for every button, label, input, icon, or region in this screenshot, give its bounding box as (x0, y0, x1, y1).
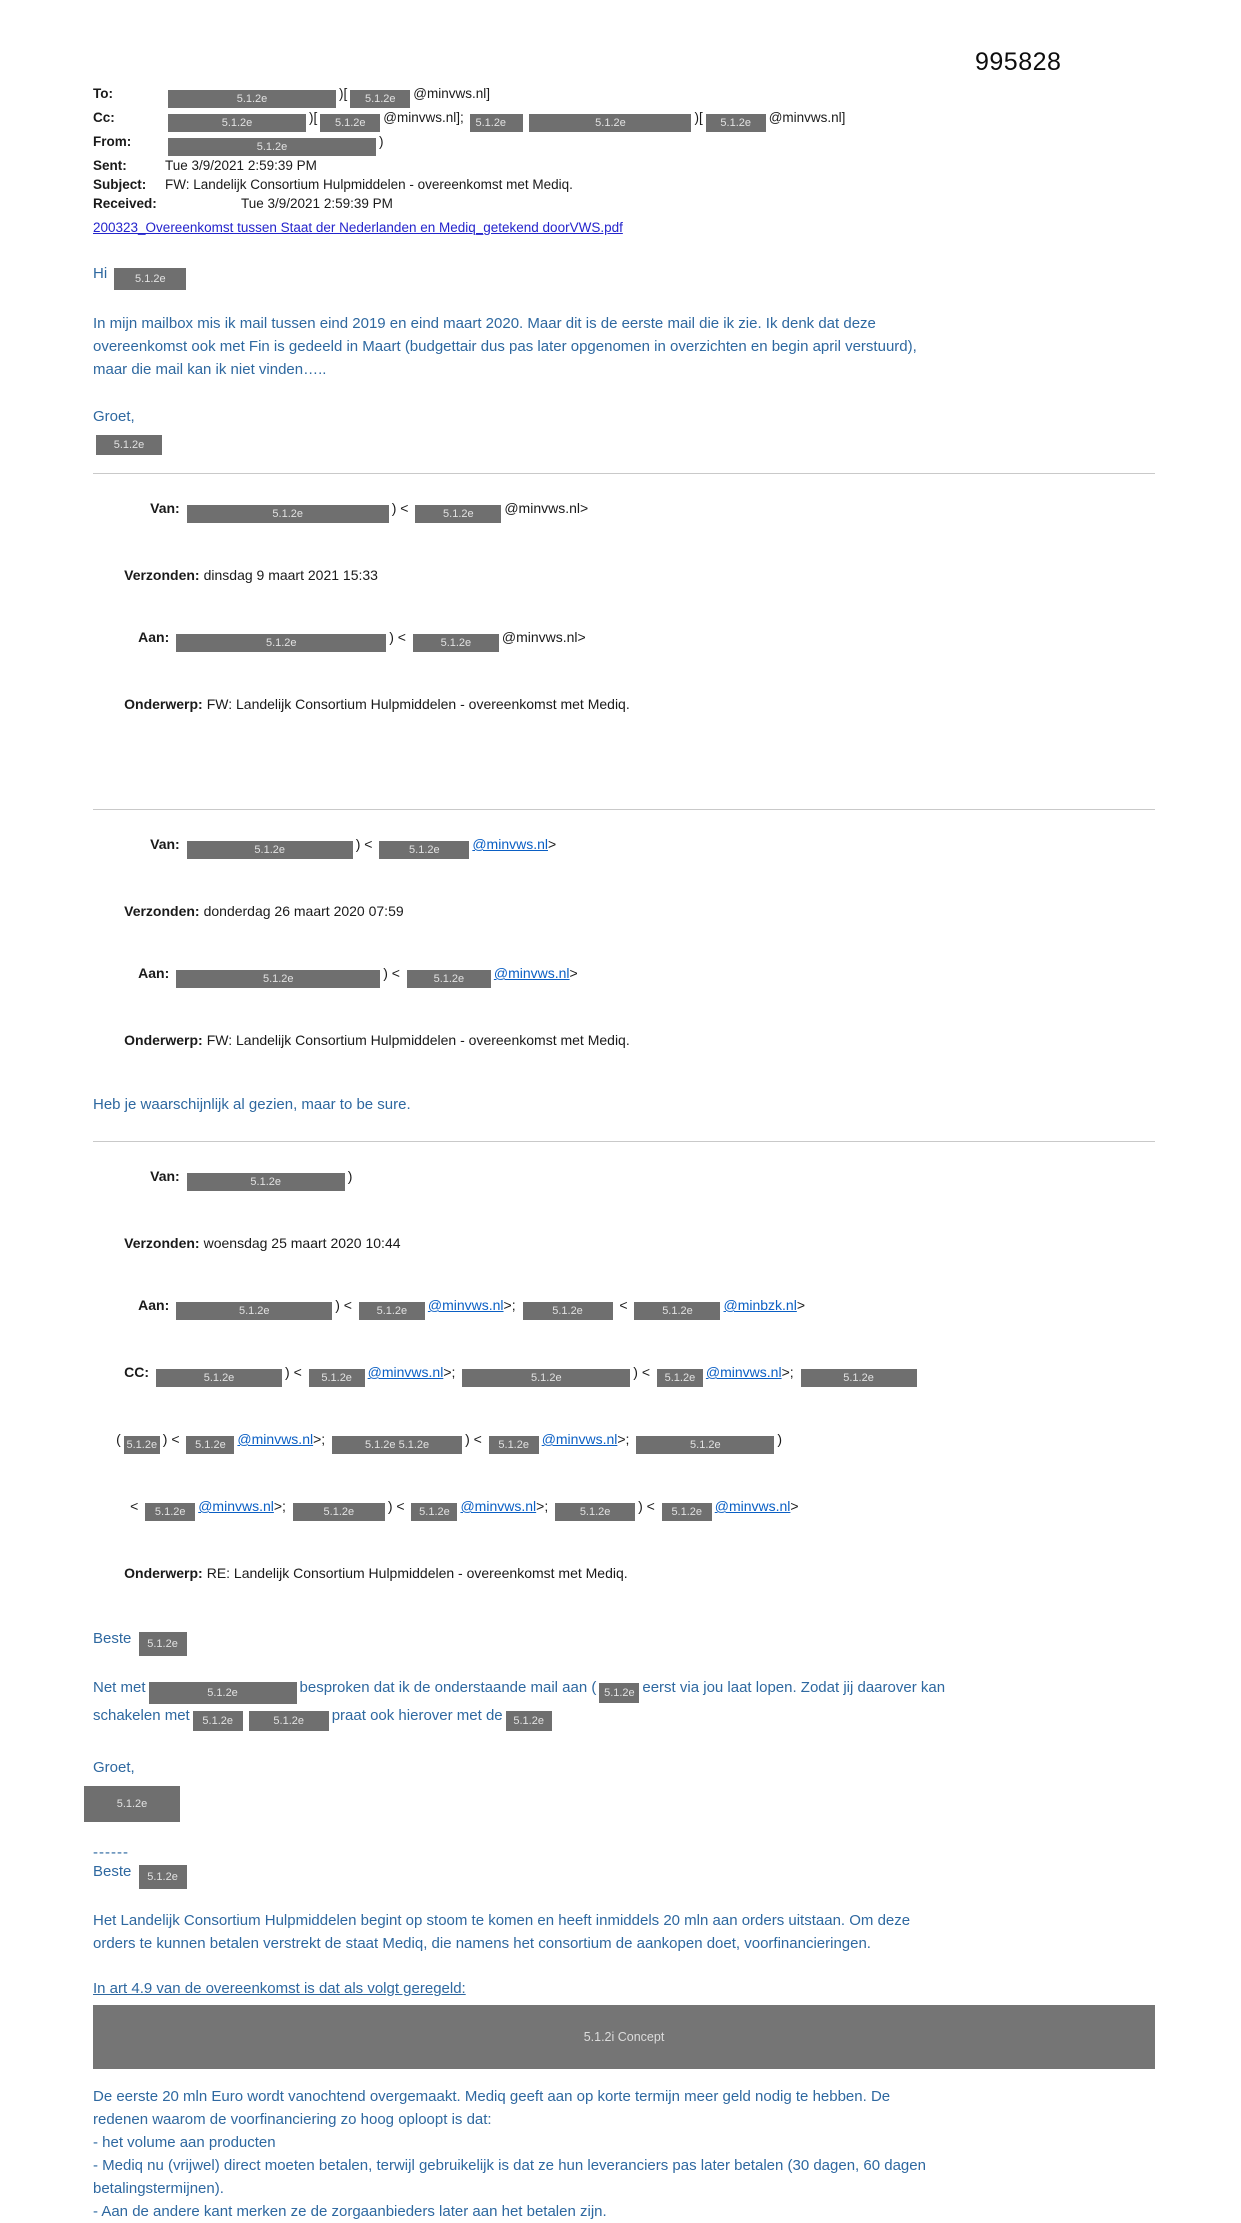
email-link[interactable]: @minvws.nl (198, 1498, 274, 1514)
text-segment: > (790, 1498, 799, 1514)
text-segment: > (796, 1297, 806, 1313)
onderwerp-label: Onderwerp: (124, 1032, 203, 1048)
body-paragraph (93, 1909, 1155, 1955)
redaction-box: 5.1.2e (124, 1436, 160, 1454)
header-row-sent (93, 156, 1155, 175)
text-segment: ) (347, 1168, 353, 1184)
redaction-box: 5.1.2e (489, 1436, 539, 1454)
redaction-box: 5.1.2e (801, 1369, 917, 1387)
redaction-box: 5.1.2e (84, 1786, 180, 1822)
quoted1-onderwerp-row (93, 676, 1155, 733)
redaction-box: 5.1.2e (634, 1302, 720, 1320)
verzonden-label: Verzonden: (124, 567, 200, 583)
received-label: Received: (93, 196, 157, 211)
verzonden-label: Verzonden: (124, 1235, 200, 1251)
text-line: - Mediq nu (vrijwel) direct moeten betalen, terwijl gebruikelijk is dat ze hun leveranciers pas later betalen (30 dagen, 60 dagen (93, 2157, 926, 2174)
text-segment: FW: Landelijk Consortium Hulpmiddelen - overeenkomst met Mediq. (165, 177, 573, 192)
redaction-box: 5.1.2e (662, 1503, 712, 1521)
text-line: - het volume aan producten (93, 2134, 276, 2151)
quoted2-onderwerp-row (93, 1012, 1155, 1069)
text-segment: ) (379, 134, 384, 149)
van-value (184, 1168, 353, 1188)
redaction-box: 5.1.2e (462, 1369, 630, 1387)
redaction-box: 5.1.2e (407, 970, 491, 988)
redaction-box: 5.1.2e (168, 90, 336, 108)
signature-redaction (81, 1786, 1155, 1822)
text-segment: >; (443, 1364, 460, 1380)
text-segment: Beste (93, 1630, 136, 1647)
redaction-block-label: 5.1.2i Concept (583, 2030, 665, 2044)
text-segment: >; (273, 1498, 290, 1514)
onderwerp-value (207, 696, 630, 712)
text-segment: FW: Landelijk Consortium Hulpmiddelen - overeenkomst met Mediq. (206, 696, 630, 712)
note-line: Heb je waarschijnlijk al gezien, maar to be sure. (93, 1096, 411, 1113)
redaction-box: 5.1.2e (96, 435, 162, 455)
to-label: To: (93, 86, 113, 101)
redaction-box: 5.1.2e (309, 1369, 365, 1387)
redaction-box: 5.1.2e (379, 841, 469, 859)
redaction-box: 5.1.2e (411, 1503, 457, 1521)
text-segment: ) < (391, 500, 413, 516)
redaction-box: 5.1.2e (657, 1369, 703, 1387)
cc-value-continued (130, 1498, 799, 1518)
text-line: orders te kunnen betalen verstrekt de staat Mediq, die namens het consortium de aankopen doet, voorfinancieringen. (93, 1935, 871, 1952)
redaction-box: 5.1.2e (636, 1436, 774, 1454)
text-segment: eerst via jou laat lopen. Zodat jij daarover kan (642, 1679, 946, 1696)
redaction-box: 5.1.2e (176, 970, 380, 988)
redaction-box: 5.1.2e (320, 114, 380, 132)
intro-paragraph (93, 312, 1155, 381)
quoted-header-3 (93, 1148, 1155, 1602)
email-link[interactable]: @minvws.nl (460, 1498, 537, 1514)
text-segment: ) < (355, 836, 377, 852)
text-line: maar die mail kan ik niet vinden….. (93, 361, 327, 378)
text-segment: Tue 3/9/2021 2:59:39 PM (241, 196, 393, 211)
aan-value (173, 965, 578, 985)
text-segment: ) < (638, 1498, 659, 1514)
large-redaction-block (93, 2005, 1155, 2069)
van-label: Van: (150, 836, 180, 852)
sent-label: Sent: (93, 158, 127, 173)
van-value (184, 836, 557, 856)
text-segment: ) < (465, 1431, 486, 1447)
text-segment: FW: Landelijk Consortium Hulpmiddelen - overeenkomst met Mediq. (206, 1032, 630, 1048)
subject-label: Subject: (93, 177, 147, 192)
attachment-link[interactable]: 200323_Overeenkomst tussen Staat der Nederlanden en Mediq_getekend doorVWS.pdf (93, 220, 623, 235)
vertical-gap (93, 733, 1155, 791)
text-segment: > (569, 965, 578, 981)
redaction-box: 5.1.2e (706, 114, 766, 132)
text-line: redenen waarom de voorfinanciering zo hoog oploopt is dat: (93, 2111, 492, 2128)
text-segment: ) < (162, 1431, 184, 1447)
greeting-line (93, 265, 1155, 290)
greeting-line (93, 1630, 1155, 1656)
text-segment: schakelen met (93, 1707, 190, 1724)
email-link[interactable]: @minvws.nl (237, 1431, 314, 1447)
divider-rule (93, 473, 1155, 474)
header-row-subject (93, 175, 1155, 194)
email-link[interactable]: @minvws.nl (367, 1364, 444, 1380)
quoted1-van-row (93, 480, 1155, 542)
text-segment: Hi (93, 265, 112, 282)
text-segment: ) < (387, 1498, 409, 1514)
divider-rule (93, 809, 1155, 810)
email-link[interactable]: @minvws.nl (427, 1297, 504, 1313)
redaction-box: 5.1.2e (523, 1302, 613, 1320)
email-link[interactable]: @minbzk.nl (723, 1297, 797, 1313)
redaction-box: 5.1.2e (359, 1302, 425, 1320)
body-paragraph (93, 1676, 1155, 1731)
redaction-box: 5.1.2e (168, 114, 306, 132)
van-label: Van: (150, 1168, 180, 1184)
redaction-box: 5.1.2e (293, 1503, 385, 1521)
quoted3-cc-row-3 (99, 1478, 1155, 1540)
cc-value-continued (116, 1431, 782, 1451)
text-segment: RE: Landelijk Consortium Hulpmiddelen - overeenkomst met Mediq. (206, 1565, 628, 1581)
email-link[interactable]: @minvws.nl (472, 836, 548, 852)
text-segment: @minvws.nl] (768, 110, 846, 125)
aan-label: Aan: (138, 965, 170, 981)
quoted1-verzonden-row (93, 547, 1155, 604)
document-number: 995828 (975, 48, 1062, 76)
text-segment: )[ (309, 110, 318, 125)
redaction-box: 5.1.2e (506, 1711, 552, 1731)
to-value (165, 84, 490, 108)
quoted-header-1 (93, 480, 1155, 733)
email-link[interactable]: @minvws.nl (714, 1498, 791, 1514)
redaction-box: 5.1.2e (168, 138, 376, 156)
text-segment: )[ (339, 86, 348, 101)
verzonden-value (204, 567, 378, 583)
body-paragraph (93, 2085, 1155, 2223)
redaction-box: 5.1.2e (176, 634, 386, 652)
redaction-box: 5.1.2e (145, 1503, 195, 1521)
quoted1-aan-row (93, 609, 1155, 671)
separator-dashes: ------ (93, 1844, 129, 1861)
text-segment: >; (781, 1364, 798, 1380)
text-segment: ) < (335, 1297, 356, 1313)
text-segment: @minvws.nl> (501, 629, 586, 645)
signature-redaction (93, 431, 1155, 455)
cc-label: CC: (124, 1364, 150, 1380)
van-value (184, 500, 589, 520)
text-line: - Aan de andere kant merken ze de zorgaanbieders later aan het betalen zijn. (93, 2203, 607, 2220)
text-line: Het Landelijk Consortium Hulpmiddelen begint op stoom te komen en heeft inmiddels 20 mln aan orders uitstaan. Om deze (93, 1912, 911, 1929)
redaction-box: 5.1.2e (114, 268, 186, 290)
article-reference-line: In art 4.9 van de overeenkomst is dat als volgt geregeld: (93, 1980, 466, 1997)
quoted3-cc-row (93, 1344, 1155, 1406)
text-segment: @minvws.nl> (504, 500, 589, 516)
redaction-box: 5.1.2e (149, 1682, 297, 1704)
text-segment: Beste (93, 1863, 136, 1880)
text-segment: >; (536, 1498, 553, 1514)
redaction-box: 5.1.2e (529, 114, 691, 132)
text-segment: > (548, 836, 557, 852)
quoted3-aan-row (93, 1277, 1155, 1339)
text-segment: besproken dat ik de onderstaande mail aan ( (299, 1679, 597, 1696)
redaction-box: 5.1.2e (599, 1683, 639, 1703)
text-line: De eerste 20 mln Euro wordt vanochtend overgemaakt. Mediq geeft aan op korte termijn meer geld nodig te hebben. De (93, 2088, 891, 2105)
text-segment: @minvws.nl] (413, 86, 490, 101)
text-line (93, 1676, 1155, 1704)
header-row-cc (93, 108, 1155, 132)
text-segment: >; (313, 1431, 330, 1447)
text-segment: >; (503, 1297, 520, 1313)
greeting-line (93, 1863, 1155, 1889)
text-segment: Tue 3/9/2021 2:59:39 PM (165, 158, 317, 173)
closing-line: Groet, (93, 1759, 135, 1776)
text-segment: )[ (694, 110, 703, 125)
cc-value (165, 108, 845, 132)
text-line: betalingstermijnen). (93, 2180, 224, 2197)
onderwerp-value (207, 1565, 628, 1581)
redaction-box: 5.1.2e (187, 841, 353, 859)
quoted2-verzonden-row (93, 883, 1155, 940)
quoted2-aan-row (93, 945, 1155, 1007)
text-segment: dinsdag 9 maart 2021 15:33 (203, 567, 378, 583)
redaction-box: 5.1.2e (139, 1632, 187, 1656)
aan-label: Aan: (138, 629, 170, 645)
text-segment: ) < (633, 1364, 654, 1380)
text-segment: < (130, 1498, 143, 1514)
text-segment: ) < (383, 965, 404, 981)
text-segment: donderdag 26 maart 2020 07:59 (203, 903, 404, 919)
email-content (93, 84, 1155, 2223)
redaction-box: 5.1.2e (470, 114, 523, 132)
verzonden-value (204, 903, 404, 919)
quoted3-cc-row-2 (85, 1411, 1155, 1473)
redaction-box: 5.1.2e (555, 1503, 635, 1521)
aan-value (173, 1297, 806, 1317)
header-row-to (93, 84, 1155, 108)
email-link[interactable]: @minvws.nl (541, 1431, 618, 1447)
text-segment: praat ook hierover met de (331, 1707, 503, 1724)
onderwerp-label: Onderwerp: (124, 1565, 203, 1581)
cc-label: Cc: (93, 110, 115, 125)
quoted-header-2 (93, 816, 1155, 1069)
redaction-box: 5.1.2e (156, 1369, 282, 1387)
received-value (165, 194, 393, 213)
text-line (93, 1704, 1155, 1731)
quoted2-van-row (93, 816, 1155, 878)
cc-value (153, 1364, 920, 1384)
redaction-box: 5.1.2e (187, 505, 389, 523)
redaction-box: 5.1.2e (193, 1711, 243, 1731)
redaction-box: 5.1.2e (413, 634, 499, 652)
text-segment: woensdag 25 maart 2020 10:44 (203, 1235, 401, 1251)
text-segment: ) < (285, 1364, 306, 1380)
from-label: From: (93, 134, 132, 149)
text-segment: Net met (93, 1679, 146, 1696)
aan-value (173, 629, 586, 649)
quoted3-verzonden-row (93, 1215, 1155, 1272)
header-row-received (93, 194, 1155, 213)
divider-rule (93, 1141, 1155, 1142)
closing-line: Groet, (93, 408, 135, 425)
redaction-box: 5.1.2e 5.1.2e (332, 1436, 462, 1454)
text-segment: < (615, 1297, 632, 1313)
email-link[interactable]: @minvws.nl (493, 965, 570, 981)
sent-value (165, 156, 317, 175)
quoted3-van-row (93, 1148, 1155, 1210)
quoted3-onderwerp-row (93, 1545, 1155, 1602)
email-header (93, 84, 1155, 237)
onderwerp-value (207, 1032, 630, 1048)
verzonden-label: Verzonden: (124, 903, 200, 919)
text-segment: ) (777, 1431, 782, 1447)
aan-label: Aan: (138, 1297, 170, 1313)
onderwerp-label: Onderwerp: (124, 696, 203, 712)
redaction-box: 5.1.2e (415, 505, 501, 523)
text-line: In mijn mailbox mis ik mail tussen eind 2019 en eind maart 2020. Maar dit is de eerste mail die ik zie. Ik denk dat deze (93, 315, 876, 332)
redaction-box: 5.1.2e (186, 1436, 234, 1454)
redaction-box: 5.1.2e (249, 1711, 329, 1731)
van-label: Van: (150, 500, 180, 516)
text-line: overeenkomst ook met Fin is gedeeld in Maart (budgettair dus pas later opgenomen in overzichten en begin april verstuurd), (93, 338, 917, 355)
redaction-box: 5.1.2e (350, 90, 410, 108)
verzonden-value (204, 1235, 401, 1251)
text-segment: @minvws.nl]; (383, 110, 468, 125)
header-row-from (93, 132, 1155, 156)
redaction-box: 5.1.2e (139, 1865, 187, 1889)
redaction-box: 5.1.2e (187, 1173, 345, 1191)
email-link[interactable]: @minvws.nl (705, 1364, 782, 1380)
redaction-box: 5.1.2e (176, 1302, 332, 1320)
from-value (165, 132, 384, 156)
text-segment: >; (617, 1431, 634, 1447)
text-segment: ( (116, 1431, 121, 1447)
text-segment: ) < (389, 629, 410, 645)
subject-value (165, 175, 573, 194)
